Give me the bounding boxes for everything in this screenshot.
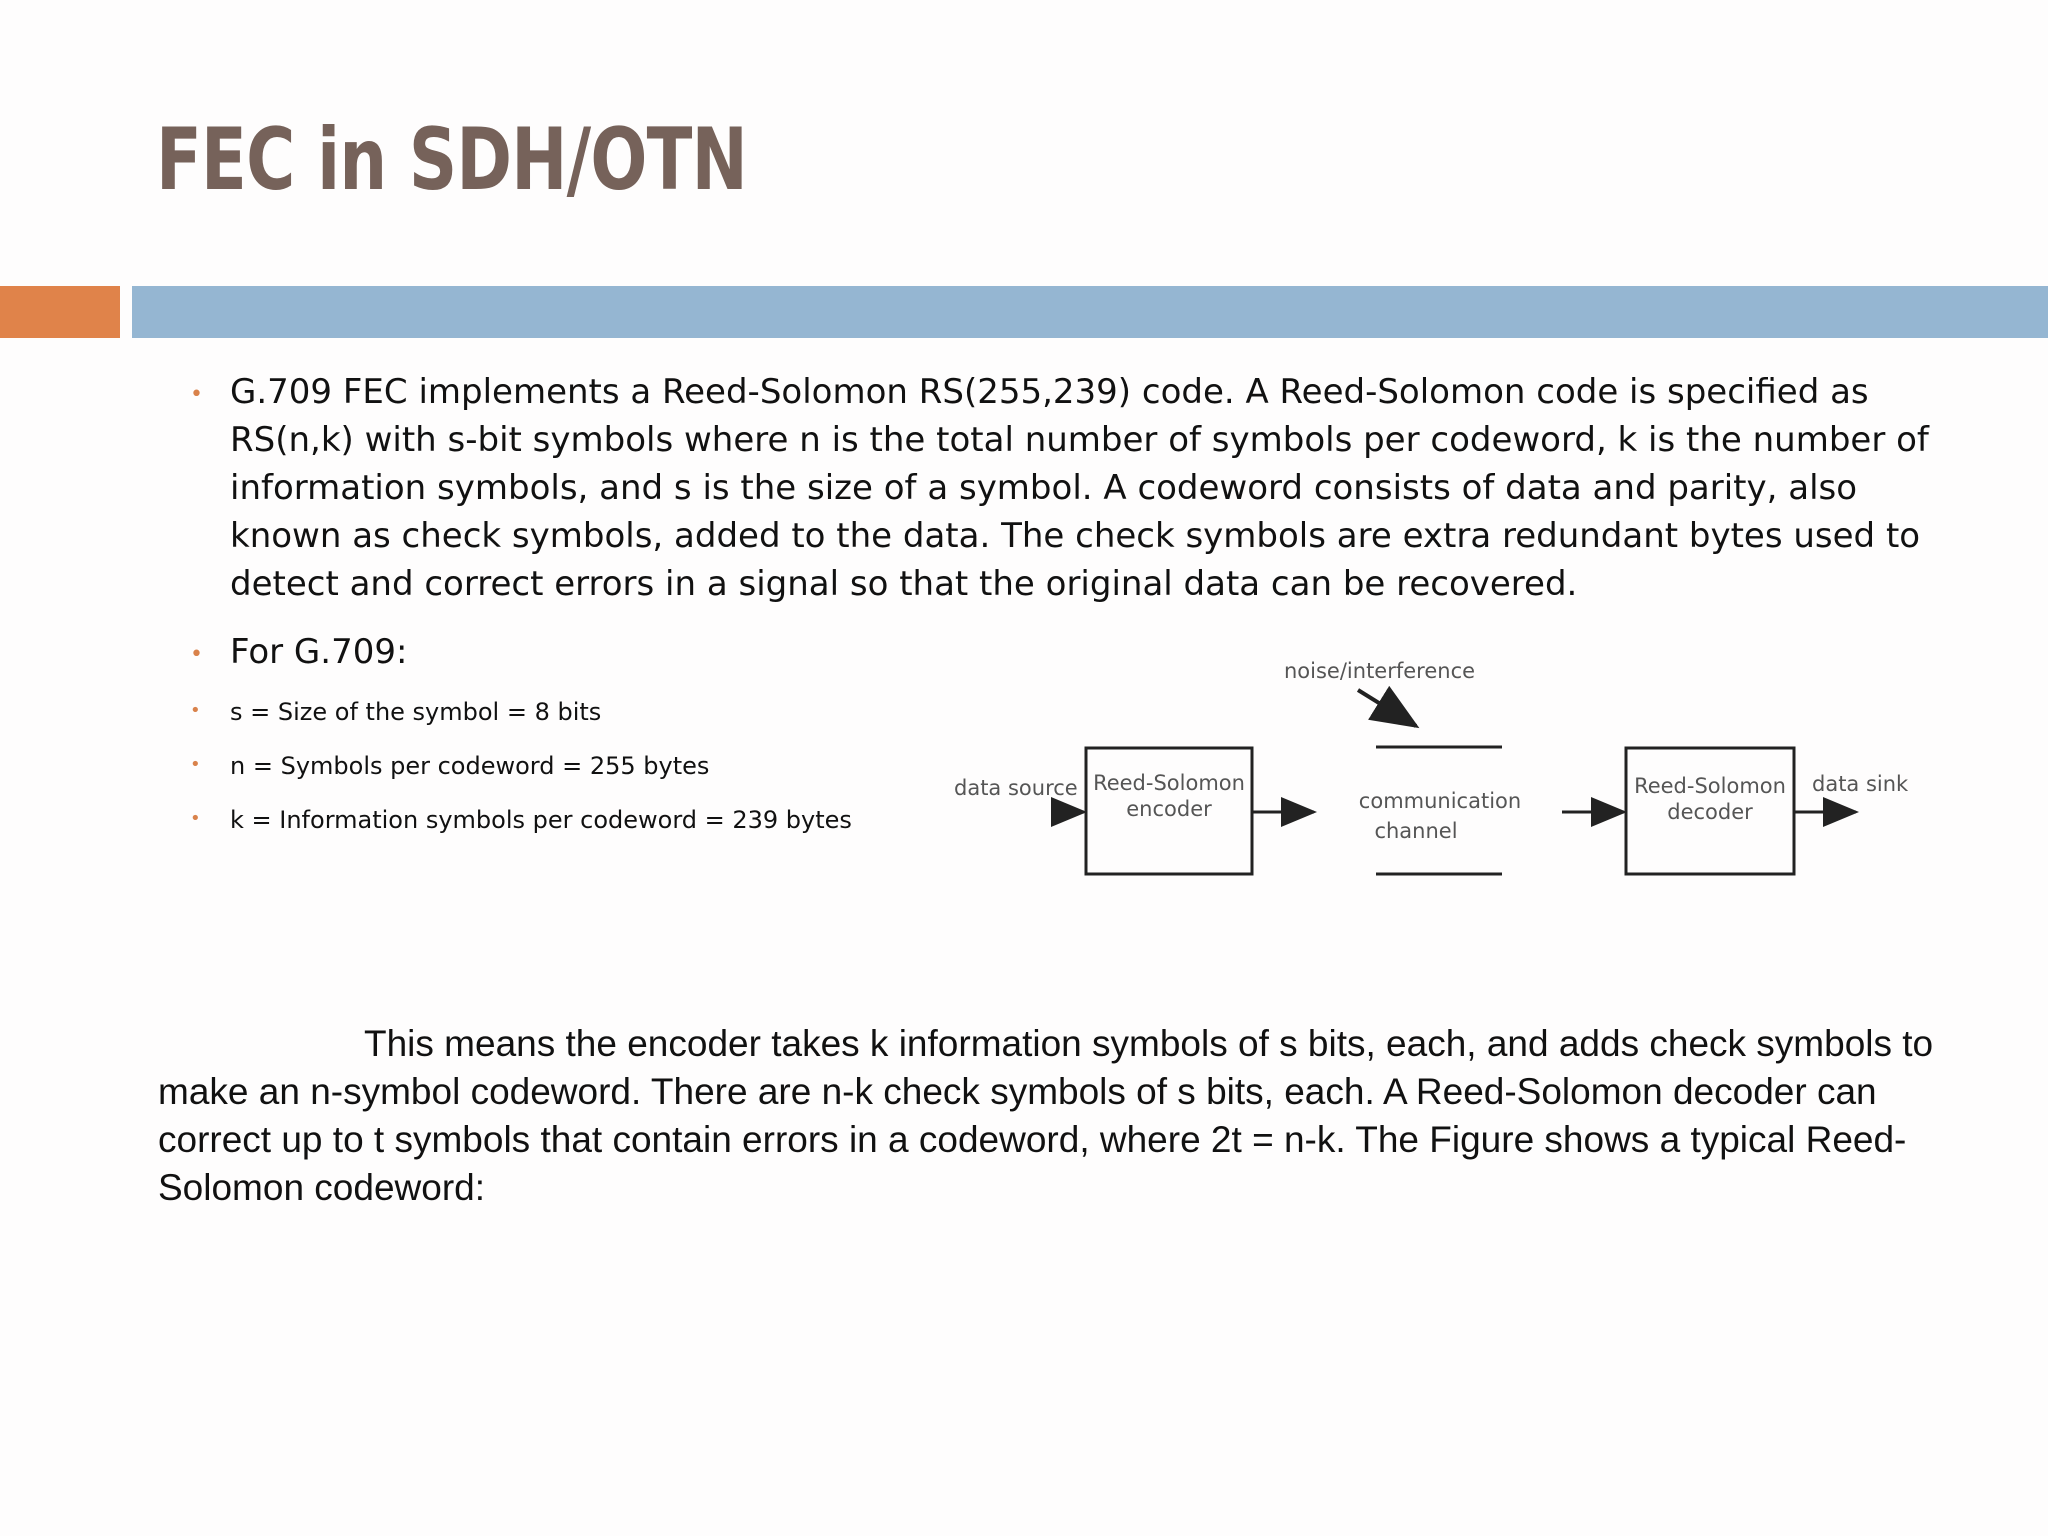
bullet-marker: • — [190, 808, 201, 829]
reed-solomon-block-diagram — [940, 650, 1940, 890]
channel-label-line2: channel — [1374, 819, 1458, 843]
data-sink-label: data sink — [1812, 772, 1909, 796]
bullet-symbol-size: s = Size of the symbol = 8 bits — [230, 698, 602, 726]
bullet-rs-code-description: G.709 FEC implements a Reed-Solomon RS(255,239) code. A Reed-Solomon code is specified as RS(n,k) with s-bit symbols where n is the total number of symbols per codeword, k is the number of information symbols, and s is the size of a symbol. A codeword consists of data and parity, also known as check symbols, added to the data. The check symbols are extra redundant bytes used to detect and correct errors in a signal so that the original data can be recovered. — [230, 372, 1929, 604]
codeword-explanation-paragraph: This means the encoder takes k information symbols of s bits, each, and adds check symbols to make an n-symbol codeword. There are n-k check symbols of s bits, each. A Reed-Solomon decoder can correct up to t symbols that contain errors in a codeword, where 2t = n-k. The Figure shows a typical Reed-Solomon codeword: — [158, 1023, 1934, 1208]
bullet-information-symbols: k = Information symbols per codeword = 239 bytes — [230, 806, 852, 834]
bullet-marker: • — [190, 642, 203, 667]
decoder-label-line2: decoder — [1667, 800, 1753, 824]
accent-bar-orange — [0, 286, 120, 338]
noise-arrow — [1358, 690, 1416, 726]
bullet-marker: • — [190, 754, 201, 775]
noise-interference-label: noise/interference — [1284, 659, 1476, 683]
channel-label-line1: communication — [1358, 789, 1522, 813]
accent-bar-blue — [132, 286, 2048, 338]
bullet-symbols-per-codeword: n = Symbols per codeword = 255 bytes — [230, 752, 710, 780]
data-source-label: data source — [954, 776, 1078, 800]
encoder-label-line1: Reed-Solomon — [1093, 771, 1245, 795]
encoder-label-line2: encoder — [1126, 797, 1212, 821]
bullet-marker: • — [190, 382, 203, 407]
bullet-marker: • — [190, 700, 201, 721]
slide-title: FEC in SDH/OTN — [156, 110, 747, 210]
decoder-label-line1: Reed-Solomon — [1634, 774, 1786, 798]
bullet-for-g709: For G.709: — [230, 632, 408, 672]
